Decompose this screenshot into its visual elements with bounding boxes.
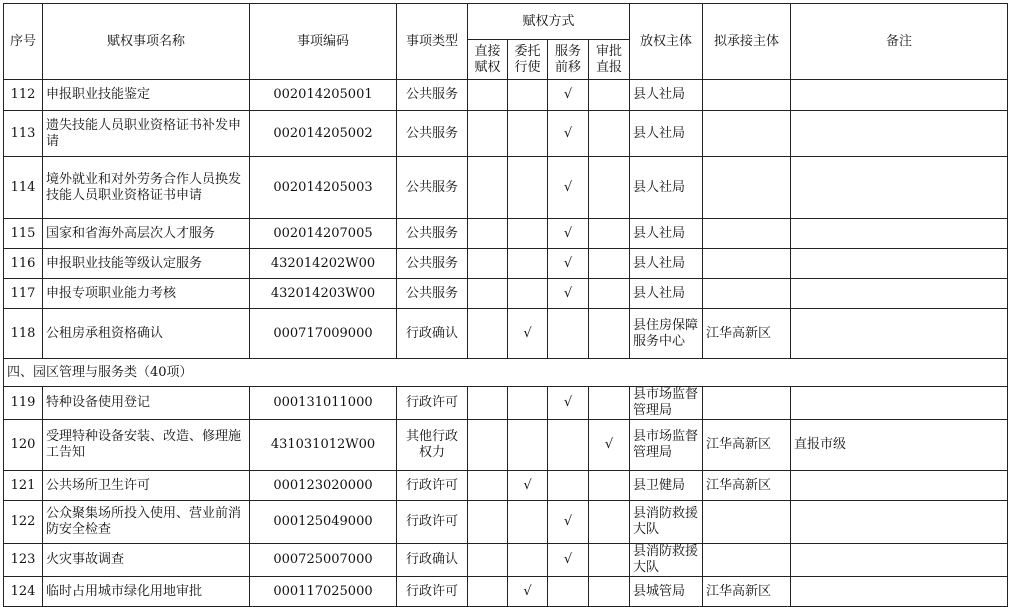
cell-authority: 县卫健局	[630, 471, 703, 501]
check-mark-icon: √	[563, 255, 573, 271]
cell-receiver	[703, 279, 791, 309]
cell-entrust	[508, 219, 548, 249]
cell-name: 火灾事故调查	[43, 544, 250, 577]
cell-code: 432014203W00	[250, 279, 397, 309]
header-method: 赋权方式	[468, 4, 630, 40]
header-approve: 审批直报	[589, 40, 630, 80]
check-mark-icon: √	[563, 125, 573, 141]
table-row	[4, 249, 1008, 279]
cell-seq: 123	[4, 544, 43, 577]
cell-receiver	[703, 157, 791, 219]
cell-approve	[589, 544, 630, 577]
check-mark-icon: √	[604, 437, 614, 452]
table-body-section	[4, 359, 1008, 387]
table-row	[4, 471, 1008, 501]
cell-entrust	[508, 420, 548, 471]
check-mark-icon: √	[563, 225, 573, 241]
cell-type: 公共服务	[397, 219, 468, 249]
cell-receiver: 江华高新区	[703, 420, 791, 471]
cell-authority: 县人社局	[630, 249, 703, 279]
cell-type: 行政确认	[397, 544, 468, 577]
cell-remark	[791, 80, 1008, 111]
cell-remark	[791, 249, 1008, 279]
check-mark-icon: √	[523, 325, 532, 341]
cell-name: 申报职业技能鉴定	[43, 80, 250, 111]
cell-service	[548, 249, 589, 279]
cell-type: 行政许可	[397, 577, 468, 607]
cell-seq: 118	[4, 309, 43, 359]
check-mark-icon: √	[563, 87, 573, 102]
cell-receiver	[703, 219, 791, 249]
cell-seq: 119	[4, 387, 43, 420]
cell-service	[548, 80, 589, 111]
cell-seq: 124	[4, 577, 43, 607]
header-seq: 序号	[4, 4, 43, 80]
cell-service	[548, 501, 589, 544]
cell-seq: 121	[4, 471, 43, 501]
cell-type: 公共服务	[397, 279, 468, 309]
check-mark-icon: √	[523, 583, 532, 599]
cell-remark	[791, 111, 1008, 157]
header-authority: 放权主体	[630, 4, 703, 80]
table-row	[4, 577, 1008, 607]
table-body-a	[4, 80, 1008, 359]
table-row	[4, 309, 1008, 359]
cell-seq: 115	[4, 219, 43, 249]
cell-direct	[468, 157, 508, 219]
cell-approve	[589, 279, 630, 309]
cell-seq: 113	[4, 111, 43, 157]
cell-seq: 112	[4, 80, 43, 111]
cell-receiver: 江华高新区	[703, 309, 791, 359]
cell-receiver: 江华高新区	[703, 577, 791, 607]
cell-code: 431031012W00	[250, 420, 397, 471]
cell-direct	[468, 387, 508, 420]
check-mark-icon: √	[523, 477, 532, 493]
cell-code: 432014202W00	[250, 249, 397, 279]
cell-name: 特种设备使用登记	[43, 387, 250, 420]
cell-type: 其他行政权力	[397, 420, 468, 471]
cell-service	[548, 111, 589, 157]
cell-code: 002014205002	[250, 111, 397, 157]
cell-service	[548, 471, 589, 501]
cell-seq: 114	[4, 157, 43, 219]
table-row	[4, 544, 1008, 577]
cell-receiver	[703, 501, 791, 544]
table-row	[4, 219, 1008, 249]
cell-approve	[589, 501, 630, 544]
cell-direct	[468, 279, 508, 309]
header-entrust: 委托行使	[508, 40, 548, 80]
cell-remark	[791, 157, 1008, 219]
section-title: 四、园区管理与服务类（40项）	[4, 359, 1008, 387]
cell-approve	[589, 471, 630, 501]
table-row	[4, 157, 1008, 219]
check-mark-icon: √	[563, 179, 573, 195]
cell-approve	[589, 111, 630, 157]
cell-remark	[791, 577, 1008, 607]
cell-direct	[468, 501, 508, 544]
cell-seq: 120	[4, 420, 43, 471]
cell-service	[548, 544, 589, 577]
cell-authority: 县人社局	[630, 157, 703, 219]
cell-type: 公共服务	[397, 157, 468, 219]
cell-authority: 县市场监督管理局	[630, 420, 703, 471]
cell-approve	[589, 577, 630, 607]
cell-entrust	[508, 387, 548, 420]
cell-direct	[468, 80, 508, 111]
cell-approve	[589, 219, 630, 249]
cell-receiver	[703, 249, 791, 279]
table-row	[4, 111, 1008, 157]
cell-code: 000725007000	[250, 544, 397, 577]
cell-type: 行政许可	[397, 471, 468, 501]
cell-authority: 县城管局	[630, 577, 703, 607]
cell-entrust	[508, 544, 548, 577]
cell-authority: 县市场监督管理局	[630, 387, 703, 420]
cell-entrust	[508, 279, 548, 309]
header-service: 服务前移	[548, 40, 589, 80]
cell-name: 受理特种设备安装、改造、修理施工告知	[43, 420, 250, 471]
cell-receiver	[703, 111, 791, 157]
cell-service	[548, 309, 589, 359]
cell-code: 000123020000	[250, 471, 397, 501]
cell-authority: 县人社局	[630, 279, 703, 309]
cell-direct	[468, 577, 508, 607]
check-mark-icon: √	[563, 514, 573, 529]
cell-entrust	[508, 80, 548, 111]
cell-authority: 县人社局	[630, 219, 703, 249]
header-name: 赋权事项名称	[43, 4, 250, 80]
table-row	[4, 80, 1008, 111]
cell-receiver	[703, 544, 791, 577]
header-type: 事项类型	[397, 4, 468, 80]
cell-type: 行政确认	[397, 309, 468, 359]
cell-seq: 117	[4, 279, 43, 309]
cell-direct	[468, 471, 508, 501]
cell-seq: 122	[4, 501, 43, 544]
cell-service	[548, 157, 589, 219]
cell-authority: 县消防救援大队	[630, 544, 703, 577]
cell-entrust	[508, 501, 548, 544]
cell-service	[548, 219, 589, 249]
cell-approve	[589, 420, 630, 471]
check-mark-icon: √	[563, 395, 573, 410]
cell-remark	[791, 309, 1008, 359]
cell-remark	[791, 501, 1008, 544]
cell-receiver	[703, 80, 791, 111]
cell-seq: 116	[4, 249, 43, 279]
table-row	[4, 420, 1008, 471]
cell-type: 公共服务	[397, 111, 468, 157]
cell-service	[548, 577, 589, 607]
cell-authority: 县人社局	[630, 111, 703, 157]
cell-direct	[468, 111, 508, 157]
cell-name: 申报专项职业能力考核	[43, 279, 250, 309]
cell-code: 002014205001	[250, 80, 397, 111]
cell-approve	[589, 387, 630, 420]
header-receiver: 拟承接主体	[703, 4, 791, 80]
header-remark: 备注	[791, 4, 1008, 80]
cell-code: 002014205003	[250, 157, 397, 219]
cell-name: 遗失技能人员职业资格证书补发申请	[43, 111, 250, 157]
cell-direct	[468, 249, 508, 279]
cell-name: 公共场所卫生许可	[43, 471, 250, 501]
cell-approve	[589, 249, 630, 279]
cell-name: 公租房承租资格确认	[43, 309, 250, 359]
cell-entrust	[508, 577, 548, 607]
cell-code: 000131011000	[250, 387, 397, 420]
cell-name: 国家和省海外高层次人才服务	[43, 219, 250, 249]
cell-code: 000125049000	[250, 501, 397, 544]
cell-code: 002014207005	[250, 219, 397, 249]
cell-code: 000117025000	[250, 577, 397, 607]
cell-direct	[468, 309, 508, 359]
cell-type: 行政许可	[397, 387, 468, 420]
cell-type: 行政许可	[397, 501, 468, 544]
cell-receiver	[703, 387, 791, 420]
cell-remark	[791, 471, 1008, 501]
cell-remark: 直报市级	[791, 420, 1008, 471]
cell-service	[548, 387, 589, 420]
cell-type: 公共服务	[397, 249, 468, 279]
cell-approve	[589, 80, 630, 111]
cell-service	[548, 420, 589, 471]
check-mark-icon: √	[563, 285, 573, 301]
cell-service	[548, 279, 589, 309]
cell-entrust	[508, 471, 548, 501]
cell-entrust	[508, 309, 548, 359]
cell-authority: 县人社局	[630, 80, 703, 111]
authority-table	[3, 3, 1008, 607]
cell-type: 公共服务	[397, 80, 468, 111]
cell-receiver: 江华高新区	[703, 471, 791, 501]
cell-remark	[791, 219, 1008, 249]
cell-direct	[468, 544, 508, 577]
cell-name: 境外就业和对外劳务合作人员换发技能人员职业资格证书申请	[43, 157, 250, 219]
table-row	[4, 387, 1008, 420]
header-code: 事项编码	[250, 4, 397, 80]
cell-name: 公众聚集场所投入使用、营业前消防安全检查	[43, 501, 250, 544]
cell-direct	[468, 219, 508, 249]
cell-name: 临时占用城市绿化用地审批	[43, 577, 250, 607]
cell-code: 000717009000	[250, 309, 397, 359]
cell-entrust	[508, 249, 548, 279]
cell-authority: 县消防救援大队	[630, 501, 703, 544]
cell-name: 申报职业技能等级认定服务	[43, 249, 250, 279]
cell-entrust	[508, 111, 548, 157]
table-row	[4, 501, 1008, 544]
cell-direct	[468, 420, 508, 471]
cell-approve	[589, 309, 630, 359]
cell-authority: 县住房保障服务中心	[630, 309, 703, 359]
cell-remark	[791, 544, 1008, 577]
check-mark-icon: √	[563, 552, 573, 567]
header-direct: 直接赋权	[468, 40, 508, 80]
cell-remark	[791, 279, 1008, 309]
cell-approve	[589, 157, 630, 219]
cell-remark	[791, 387, 1008, 420]
table-body-b	[4, 387, 1008, 607]
table-row	[4, 279, 1008, 309]
cell-entrust	[508, 157, 548, 219]
